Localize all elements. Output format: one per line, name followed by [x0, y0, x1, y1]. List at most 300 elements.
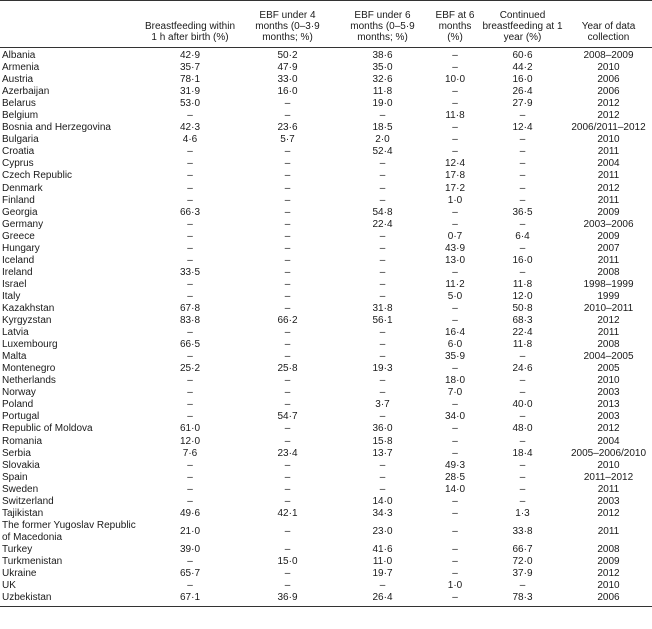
cell-bf-1h: 83·8 [179, 315, 200, 327]
cell-bf-1h: – [187, 182, 193, 194]
header-continued-1y: Continued breastfeeding at 1 year (%) [480, 1, 565, 48]
cell-ebf-at-6m: 49·3 [444, 459, 465, 471]
cell-ebf-4m: – [284, 290, 291, 302]
cell-ebf-6m: – [379, 230, 386, 242]
cell-continued-1y: 18·4 [512, 447, 533, 459]
cell-ebf-6m: 54·8 [372, 206, 393, 218]
cell-ebf-4m: – [284, 158, 291, 170]
cell-ebf-4m: – [284, 266, 291, 278]
header-country [0, 1, 140, 48]
table-row [0, 423, 652, 435]
table-row [0, 243, 652, 255]
cell-country: Slovakia [2, 459, 40, 471]
cell-ebf-6m: 23·0 [372, 525, 393, 537]
cell-ebf-6m: 32·6 [372, 74, 393, 86]
cell-bf-1h: 66·5 [179, 339, 200, 351]
table-row [0, 544, 652, 556]
table-row [0, 556, 652, 568]
cell-ebf-at-6m: 13·0 [444, 254, 465, 266]
table-row [0, 48, 652, 63]
cell-bf-1h: – [187, 351, 193, 363]
cell-ebf-6m: – [379, 339, 386, 351]
cell-ebf-at-6m: 16·4 [444, 327, 465, 339]
table-row [0, 448, 652, 460]
table-row [0, 315, 652, 327]
cell-ebf-4m: – [284, 351, 291, 363]
cell-bf-1h: – [187, 110, 193, 122]
cell-ebf-4m: – [284, 302, 291, 314]
cell-ebf-at-6m: – [452, 134, 458, 146]
cell-ebf-4m: 42·1 [277, 507, 298, 519]
cell-year: 2012 [597, 98, 620, 110]
cell-bf-1h: – [187, 387, 193, 399]
cell-continued-1y: – [519, 435, 526, 447]
cell-year: 2008 [597, 266, 620, 278]
cell-continued-1y: 11·8 [512, 339, 533, 351]
table-row [0, 580, 652, 592]
cell-year: 2010–2011 [583, 302, 634, 314]
cell-ebf-4m: – [284, 278, 291, 290]
cell-ebf-4m: – [284, 483, 291, 495]
cell-continued-1y: 33·8 [512, 525, 533, 537]
cell-ebf-4m: – [284, 543, 291, 555]
cell-ebf-at-6m: – [452, 423, 458, 435]
table-row [0, 267, 652, 279]
table-row [0, 508, 652, 520]
cell-ebf-4m: 36·9 [240, 592, 335, 607]
cell-year: 2012 [597, 315, 620, 327]
cell-continued-1y: – [519, 411, 526, 423]
cell-ebf-at-6m: – [452, 525, 458, 537]
cell-bf-1h: – [187, 399, 193, 411]
cell-country: Tajikistan [2, 507, 44, 519]
cell-country: Portugal [2, 411, 40, 423]
cell-ebf-at-6m: – [452, 447, 458, 459]
cell-ebf-6m: 11·8 [372, 86, 393, 98]
cell-ebf-6m: – [379, 375, 386, 387]
cell-year: 2003–2006 [583, 218, 634, 230]
cell-continued-1y: – [519, 158, 526, 170]
table-row [0, 460, 652, 472]
cell-continued-1y: 12·4 [512, 122, 533, 134]
cell-bf-1h: 39·0 [179, 543, 200, 555]
cell-continued-1y: 48·0 [512, 423, 533, 435]
cell-country: Croatia [2, 146, 35, 158]
header-ebf-6m: EBF under 6 months (0–5·9 months; %) [335, 1, 430, 48]
cell-bf-1h: – [187, 580, 193, 592]
cell-country: Bulgaria [2, 134, 39, 146]
cell-ebf-at-6m: 35·9 [444, 351, 465, 363]
table-row [0, 158, 652, 170]
cell-ebf-4m: – [284, 495, 291, 507]
cell-year: 2006 [565, 592, 652, 607]
cell-ebf-at-6m: – [452, 218, 458, 230]
cell-ebf-at-6m: – [452, 146, 458, 158]
cell-ebf-6m: 36·0 [372, 423, 393, 435]
cell-bf-1h: 25·2 [179, 363, 200, 375]
cell-continued-1y: – [519, 375, 526, 387]
table-row [0, 86, 652, 98]
cell-country: Sweden [2, 483, 39, 495]
cell-ebf-4m: – [284, 459, 291, 471]
table-row [0, 363, 652, 375]
cell-bf-1h: – [187, 170, 193, 182]
table-row [0, 195, 652, 207]
cell-bf-1h: – [187, 230, 193, 242]
cell-country: Luxembourg [2, 339, 58, 351]
cell-country: Turkey [2, 543, 33, 555]
cell-continued-1y: 72·0 [512, 555, 533, 567]
cell-continued-1y: – [519, 194, 526, 206]
table-row [0, 339, 652, 351]
cell-continued-1y: 6·4 [515, 230, 530, 242]
cell-year: 2012 [597, 423, 620, 435]
cell-bf-1h: 61·0 [179, 423, 200, 435]
table-row [0, 411, 652, 423]
cell-ebf-6m: – [379, 459, 386, 471]
cell-year: 2012 [597, 110, 620, 122]
cell-bf-1h: 78·1 [179, 74, 200, 86]
cell-ebf-at-6m: – [452, 435, 458, 447]
cell-bf-1h: 42·3 [179, 122, 200, 134]
cell-country: Poland [2, 399, 34, 411]
table-row [0, 207, 652, 219]
cell-year: 2003 [597, 495, 620, 507]
cell-bf-1h: 66·3 [179, 206, 200, 218]
cell-country: Republic of Moldova [2, 423, 93, 435]
cell-ebf-at-6m: – [452, 62, 458, 74]
cell-ebf-6m: 35·0 [372, 62, 393, 74]
cell-ebf-6m: 38·6 [372, 50, 393, 61]
cell-bf-1h: – [187, 158, 193, 170]
cell-bf-1h: – [187, 278, 193, 290]
cell-ebf-at-6m: 34·0 [444, 411, 465, 423]
cell-ebf-at-6m: – [452, 543, 458, 555]
cell-ebf-4m: – [284, 110, 291, 122]
cell-ebf-4m: 33·0 [277, 74, 298, 86]
cell-country: Finland [2, 194, 35, 206]
cell-continued-1y: – [519, 266, 526, 278]
cell-continued-1y: 66·7 [512, 543, 533, 555]
cell-year: 2005–2006/2010 [570, 447, 647, 459]
cell-ebf-6m: 52·4 [372, 146, 393, 158]
cell-ebf-6m: – [379, 194, 386, 206]
cell-ebf-6m: – [379, 580, 386, 592]
cell-ebf-at-6m: – [430, 592, 480, 607]
cell-ebf-6m: 41·6 [372, 543, 393, 555]
cell-ebf-4m: 47·9 [277, 62, 298, 74]
cell-year: 2011 [597, 170, 620, 182]
cell-bf-1h: – [187, 459, 193, 471]
table-row [0, 74, 652, 86]
cell-country: Greece [2, 230, 35, 242]
cell-ebf-4m: – [284, 387, 291, 399]
cell-ebf-6m: – [379, 411, 386, 423]
cell-country: Montenegro [2, 363, 56, 375]
cell-country: Czech Republic [2, 170, 73, 182]
cell-ebf-4m: 15·0 [277, 555, 298, 567]
cell-bf-1h: – [187, 375, 193, 387]
cell-ebf-6m: 19·3 [372, 363, 393, 375]
cell-country: Italy [2, 290, 21, 302]
cell-ebf-at-6m: 11·8 [445, 110, 465, 122]
cell-ebf-4m: 5·7 [280, 134, 295, 146]
cell-country: Cyprus [2, 158, 34, 170]
cell-continued-1y: – [519, 387, 526, 399]
cell-ebf-at-6m: 1·0 [447, 194, 463, 206]
cell-ebf-6m: 31·8 [372, 302, 393, 314]
table-row [0, 98, 652, 110]
cell-year: 2004 [597, 435, 620, 447]
cell-country: Romania [2, 435, 43, 447]
cell-continued-1y: 12·0 [512, 290, 533, 302]
cell-bf-1h: – [187, 471, 193, 483]
cell-continued-1y: 27·9 [512, 98, 533, 110]
cell-continued-1y: – [519, 218, 526, 230]
cell-continued-1y: 78·3 [480, 592, 565, 607]
cell-ebf-at-6m: 17·2 [444, 182, 465, 194]
cell-ebf-4m: 23·4 [277, 447, 298, 459]
cell-continued-1y: 44·2 [512, 62, 533, 74]
cell-country: Denmark [2, 182, 43, 194]
cell-bf-1h: – [187, 146, 193, 158]
cell-ebf-6m: – [379, 182, 386, 194]
cell-ebf-at-6m: 11·2 [445, 278, 465, 290]
cell-continued-1y: 50·8 [512, 302, 533, 314]
cell-ebf-at-6m: 0·7 [447, 230, 463, 242]
cell-ebf-6m: 56·1 [372, 315, 393, 327]
cell-continued-1y: – [519, 483, 526, 495]
cell-ebf-at-6m: – [452, 568, 458, 580]
cell-year: 2007 [597, 242, 620, 254]
table-row [0, 351, 652, 363]
cell-continued-1y: – [519, 459, 526, 471]
cell-continued-1y: 68·3 [512, 315, 533, 327]
cell-continued-1y: 16·0 [512, 254, 533, 266]
cell-ebf-at-6m: – [452, 555, 458, 567]
cell-continued-1y: – [519, 134, 526, 146]
cell-ebf-6m: – [379, 483, 386, 495]
cell-continued-1y: – [519, 580, 526, 592]
table-row [0, 327, 652, 339]
cell-year: 2004 [597, 158, 620, 170]
cell-bf-1h: – [187, 555, 193, 567]
cell-ebf-4m: – [284, 254, 291, 266]
table-row [0, 472, 652, 484]
cell-bf-1h: – [187, 411, 193, 423]
cell-year: 2006 [597, 74, 620, 86]
table-row [0, 146, 652, 158]
cell-ebf-4m: – [284, 170, 291, 182]
cell-year: 2012 [597, 182, 620, 194]
cell-continued-1y: 36·5 [512, 206, 533, 218]
cell-year: 2009 [597, 206, 620, 218]
cell-ebf-6m: 18·5 [372, 122, 393, 134]
cell-country: Kyrgyzstan [2, 315, 52, 327]
cell-bf-1h: 53·0 [179, 98, 200, 110]
cell-ebf-at-6m: 28·5 [444, 471, 465, 483]
cell-ebf-at-6m: – [452, 507, 458, 519]
table-row [0, 279, 652, 291]
cell-continued-1y: 37·9 [512, 568, 533, 580]
cell-ebf-at-6m: 6·0 [447, 339, 463, 351]
cell-ebf-6m: – [379, 158, 386, 170]
cell-bf-1h: – [187, 254, 193, 266]
header-bf-1h: Breastfeeding within 1 h after birth (%) [140, 1, 240, 48]
cell-bf-1h: 33·5 [179, 266, 200, 278]
table-row [0, 375, 652, 387]
header-row [0, 1, 652, 48]
cell-country: Hungary [2, 242, 40, 254]
cell-ebf-at-6m: 1·0 [447, 580, 463, 592]
table-row [0, 170, 652, 182]
cell-country: Spain [2, 471, 28, 483]
cell-ebf-4m: 66·2 [277, 315, 298, 327]
cell-continued-1y: – [519, 242, 526, 254]
cell-year: 1999 [597, 290, 620, 302]
cell-year: 2011 [597, 194, 620, 206]
cell-continued-1y: – [519, 110, 526, 122]
cell-continued-1y: 60·6 [512, 50, 533, 61]
cell-country: Armenia [2, 62, 40, 74]
table-row [0, 484, 652, 496]
cell-year: 2011 [597, 525, 620, 537]
cell-year: 2010 [597, 375, 620, 387]
table-row [0, 387, 652, 399]
cell-ebf-at-6m: – [452, 266, 458, 278]
cell-continued-1y: – [519, 170, 526, 182]
cell-ebf-6m: 14·0 [372, 495, 393, 507]
cell-country: Austria [2, 74, 34, 86]
cell-year: 2004–2005 [583, 351, 634, 363]
cell-country: Uzbekistan [0, 592, 140, 607]
cell-ebf-4m: – [284, 327, 291, 339]
cell-ebf-6m: 3·7 [375, 399, 390, 411]
cell-ebf-at-6m: 7·0 [447, 387, 463, 399]
table-row [0, 255, 652, 267]
cell-ebf-6m: – [379, 110, 386, 122]
cell-country: Malta [2, 351, 27, 363]
cell-year: 2010 [597, 580, 620, 592]
cell-country: Germany [2, 218, 44, 230]
cell-ebf-6m: – [379, 471, 386, 483]
cell-country: Belgium [2, 110, 39, 122]
cell-ebf-at-6m: 10·0 [444, 74, 465, 86]
cell-continued-1y: – [519, 471, 526, 483]
cell-ebf-4m: – [284, 230, 291, 242]
cell-ebf-at-6m: 5·0 [447, 290, 463, 302]
cell-year: 2010 [597, 134, 620, 146]
cell-bf-1h: – [187, 327, 193, 339]
cell-ebf-4m: – [284, 146, 291, 158]
cell-ebf-6m: 22·4 [372, 218, 393, 230]
cell-country: Switzerland [2, 495, 54, 507]
header-ebf-at-6m: EBF at 6 months (%) [430, 1, 480, 48]
cell-bf-1h: 67·1 [140, 592, 240, 607]
cell-ebf-at-6m: 43·9 [444, 242, 465, 254]
cell-year: 2010 [597, 459, 620, 471]
cell-ebf-at-6m: – [452, 399, 458, 411]
cell-ebf-6m: 34·3 [372, 507, 393, 519]
table-row [0, 291, 652, 303]
cell-ebf-4m: – [284, 423, 291, 435]
cell-country: Turkmenistan [2, 555, 63, 567]
header-year: Year of data collection [565, 1, 652, 48]
cell-continued-1y: 1·3 [515, 507, 530, 519]
cell-bf-1h: 12·0 [179, 435, 200, 447]
cell-year: 2012 [597, 568, 620, 580]
cell-ebf-6m: – [379, 290, 386, 302]
cell-ebf-at-6m: – [452, 122, 458, 134]
cell-ebf-6m: – [379, 278, 386, 290]
header-ebf-4m: EBF under 4 months (0–3·9 months; %) [240, 1, 335, 48]
cell-ebf-at-6m: – [452, 50, 458, 61]
cell-bf-1h: – [187, 194, 193, 206]
cell-year: 2010 [597, 62, 620, 74]
cell-bf-1h: – [187, 242, 193, 254]
cell-year: 2011 [597, 483, 620, 495]
cell-year: 2013 [597, 399, 620, 411]
cell-ebf-at-6m: – [452, 98, 458, 110]
cell-ebf-6m: – [379, 242, 386, 254]
table-row [0, 399, 652, 411]
cell-country: Ukraine [2, 568, 37, 580]
cell-bf-1h: – [187, 483, 193, 495]
cell-ebf-4m: 54·7 [277, 411, 298, 423]
cell-ebf-6m: – [379, 351, 386, 363]
cell-continued-1y: 24·6 [512, 363, 533, 375]
cell-bf-1h: 4·6 [182, 134, 198, 146]
cell-country: The former Yugoslav Republic of Macedonia [2, 519, 136, 543]
cell-country: Kazakhstan [2, 302, 55, 314]
table-row [0, 183, 652, 195]
table-row [0, 496, 652, 508]
cell-year: 2011–2012 [583, 471, 634, 483]
cell-ebf-4m: – [284, 98, 291, 110]
cell-bf-1h: 7·6 [182, 447, 198, 459]
cell-continued-1y: 26·4 [512, 86, 533, 98]
cell-country: Georgia [2, 206, 38, 218]
cell-continued-1y: 40·0 [512, 399, 533, 411]
cell-ebf-6m: – [379, 170, 386, 182]
cell-continued-1y: – [519, 146, 526, 158]
cell-ebf-4m: – [284, 218, 291, 230]
table-row [0, 520, 652, 544]
cell-country: Norway [2, 387, 36, 399]
cell-continued-1y: – [519, 351, 526, 363]
cell-ebf-4m: 50·2 [277, 50, 298, 61]
cell-ebf-4m: – [284, 525, 291, 537]
cell-ebf-4m: 23·6 [277, 122, 298, 134]
cell-year: 2003 [597, 387, 620, 399]
table-row [0, 219, 652, 231]
cell-bf-1h: – [187, 495, 193, 507]
cell-year: 2003 [597, 411, 620, 423]
cell-country: Azerbaijan [2, 86, 50, 98]
cell-country: Belarus [2, 98, 36, 110]
table-row [0, 122, 652, 134]
cell-year: 2006/2011–2012 [571, 122, 646, 134]
cell-ebf-6m: – [379, 327, 386, 339]
cell-ebf-6m: 15·8 [372, 435, 393, 447]
cell-ebf-4m: 16·0 [277, 86, 298, 98]
cell-continued-1y: 16·0 [512, 74, 533, 86]
cell-ebf-6m: – [379, 254, 386, 266]
cell-year: 2012 [597, 507, 620, 519]
table-row [0, 303, 652, 315]
cell-bf-1h: 21·0 [179, 525, 200, 537]
cell-bf-1h: 35·7 [179, 62, 200, 74]
